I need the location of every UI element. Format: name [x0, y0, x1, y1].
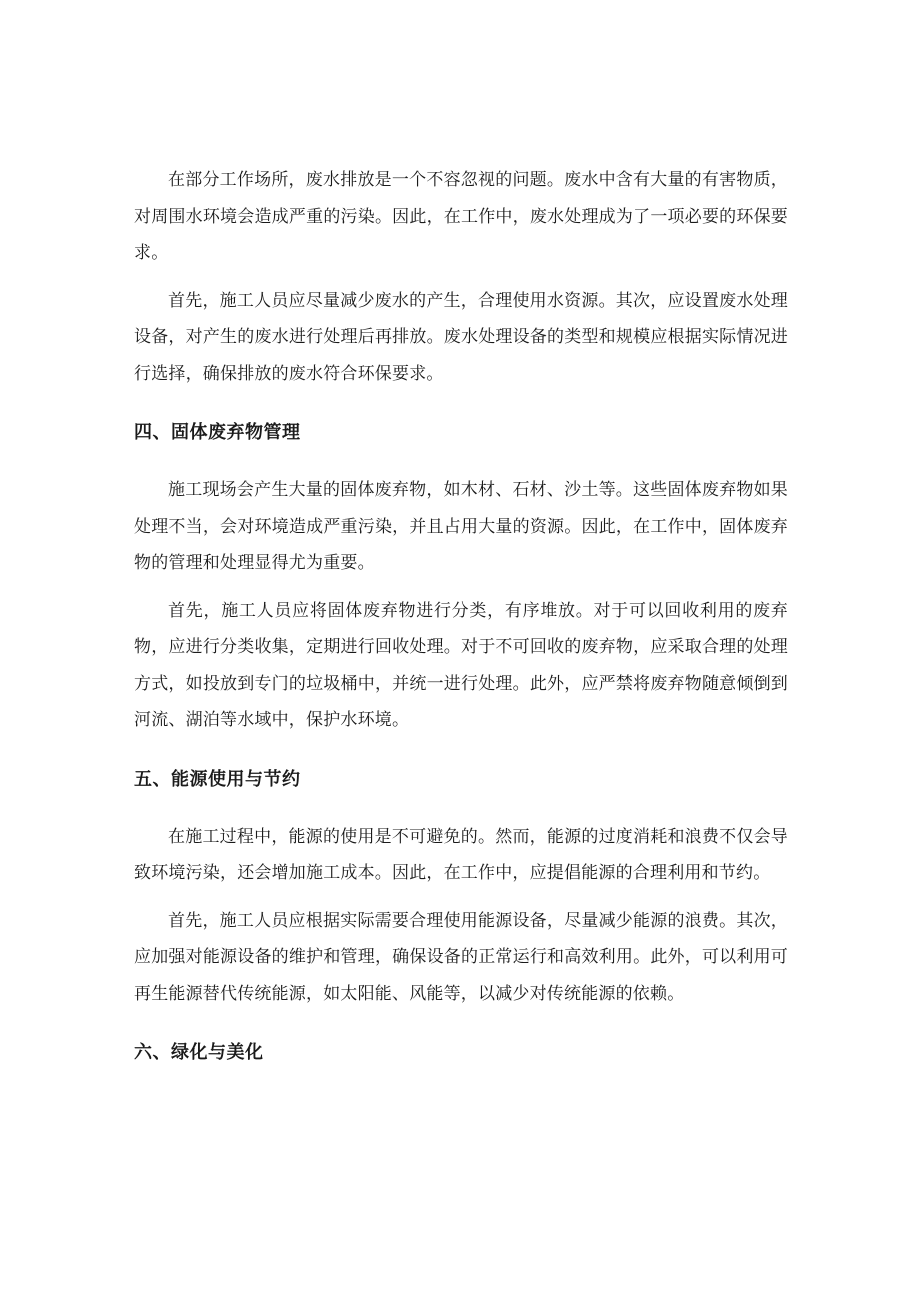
- paragraph-solid-waste-measures: 首先，施工人员应将固体废弃物进行分类，有序堆放。对于可以回收利用的废弃物，应进行分类收集，定期进行回收处理。对于不可回收的废弃物，应采取合理的处理方式，如投放到专门的垃圾桶中，并统一进行处理。此外，应严禁将废弃物随意倾倒到河流、湖泊等水域中，保护水环境。: [134, 600, 788, 730]
- paragraph-energy-intro: 在施工过程中，能源的使用是不可避免的。然而，能源的过度消耗和浪费不仅会导致环境污染，还会增加施工成本。因此，在工作中，应提倡能源的合理利用和节约。: [134, 826, 788, 883]
- paragraph-wastewater-intro: 在部分工作场所，废水排放是一个不容忽视的问题。废水中含有大量的有害物质，对周围水环境会造成严重的污染。因此，在工作中，废水处理成为了一项必要的环保要求。: [134, 170, 788, 263]
- document-body: [134, 162, 788, 1068]
- paragraph-solid-waste-intro: 施工现场会产生大量的固体废弃物，如木材、石材、沙土等。这些固体废弃物如果处理不当，会对环境造成严重污染，并且占用大量的资源。因此，在工作中，固体废弃物的管理和处理显得尤为重要。: [134, 480, 788, 573]
- section-heading-solid-waste: 四、固体废弃物管理: [134, 422, 301, 443]
- section-heading-energy: 五、能源使用与节约: [134, 768, 301, 790]
- paragraph-wastewater-measures: 首先，施工人员应尽量减少废水的产生，合理使用水资源。其次，应设置废水处理设备，对产生的废水进行处理后再排放。废水处理设备的类型和规模应根据实际情况进行选择，确保排放的废水符合环保要求。: [134, 290, 788, 384]
- section-heading-greening: 六、绿化与美化: [134, 1042, 264, 1063]
- paragraph-energy-measures: 首先，施工人员应根据实际需要合理使用能源设备，尽量减少能源的浪费。其次，应加强对能源设备的维护和管理，确保设备的正常运行和高效利用。此外，可以利用可再生能源替代传统能源，如太阳能、风能等，以减少对传统能源的依赖。: [134, 910, 788, 1004]
